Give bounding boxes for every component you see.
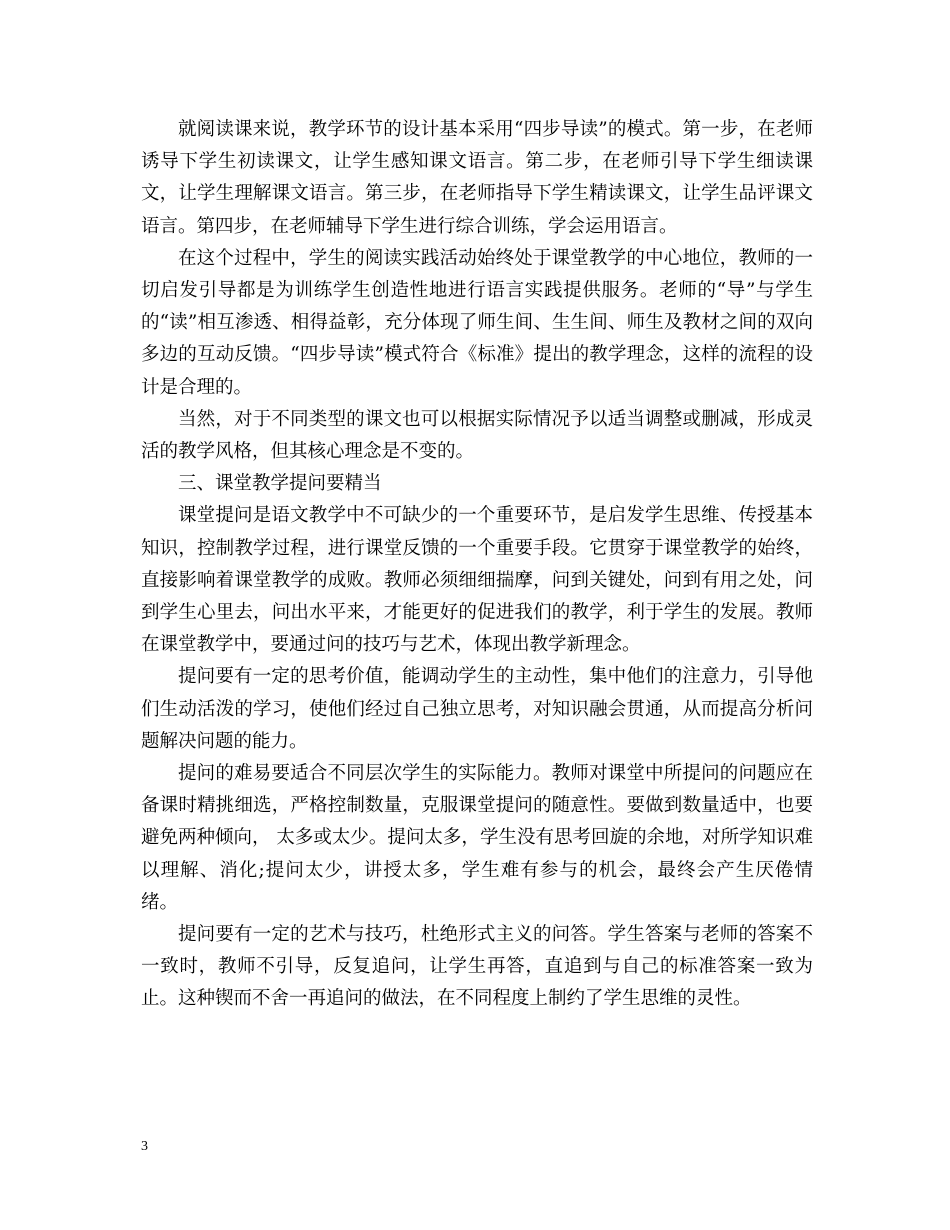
- paragraph-flexible-adjustment: 当然，对于不同类型的课文也可以根据实际情况予以适当调整或删减，形成灵活的教学风格，但其核心理念是不变的。: [141, 408, 813, 463]
- paragraph-questioning-thinking-value: 提问要有一定的思考价值，能调动学生的主动性，集中他们的注意力，引导他们生动活泼的学习，使他们经过自己独立思考，对知识融会贯通，从而提高分析问题解决问题的能力。: [141, 666, 813, 752]
- document-body: [141, 114, 813, 1016]
- paragraph-questioning-difficulty: 提问的难易要适合不同层次学生的实际能力。教师对课堂中所提问的问题应在备课时精挑细选，严格控制数量，克服课堂提问的随意性。要做到数量适中，也要避免两种倾向， 太多或太少。提问太多，学生没有思考回旋的余地，对所学知识难以理解、消化;提问太少，讲授太多，学生难有参与的机会，最终会产生厌倦情绪。: [141, 763, 813, 913]
- paragraph-questioning-importance: 课堂提问是语文教学中不可缺少的一个重要环节，是启发学生思维、传授基本知识，控制教学过程，进行课堂反馈的一个重要手段。它贯穿于课堂教学的始终，直接影响着课堂教学的成败。教师必须细细揣摩，问到关键处，问到有用之处，问到学生心里去，问出水平来，才能更好的促进我们的教学，利于学生的发展。教师在课堂教学中，要通过问的技巧与艺术，体现出教学新理念。: [141, 505, 813, 656]
- paragraph-reading-lesson-four-steps: 就阅读课来说，教学环节的设计基本采用“四步导读”的模式。第一步，在老师诱导下学生初读课文，让学生感知课文语言。第二步，在老师引导下学生细读课文，让学生理解课文语言。第三步，在老师指导下学生精读课文，让学生品评课文语言。第四步，在老师辅导下学生进行综合训练，学会运用语言。: [141, 119, 813, 237]
- paragraph-questioning-art-skill: 提问要有一定的艺术与技巧，杜绝形式主义的问答。学生答案与老师的答案不一致时，教师不引导，反复追问，让学生再答，直追到与自己的标准答案一致为止。这种锲而不舍一再追问的做法，在不同程度上制约了学生思维的灵性。: [141, 924, 813, 1010]
- section-heading-classroom-questioning: 三、课堂教学提问要精当: [178, 473, 382, 495]
- page-number: 3: [141, 1139, 148, 1154]
- paragraph-reading-practice-center: 在这个过程中，学生的阅读实践活动始终处于课堂教学的中心地位，教师的一切启发引导都是为训练学生创造性地进行语言实践提供服务。老师的“导”与学生的“读”相互渗透、相得益彰，充分体现了师生间、生生间、师生及教材之间的双向多边的互动反馈。“四步导读”模式符合《标准》提出的教学理念，这样的流程的设计是合理的。: [141, 247, 813, 398]
